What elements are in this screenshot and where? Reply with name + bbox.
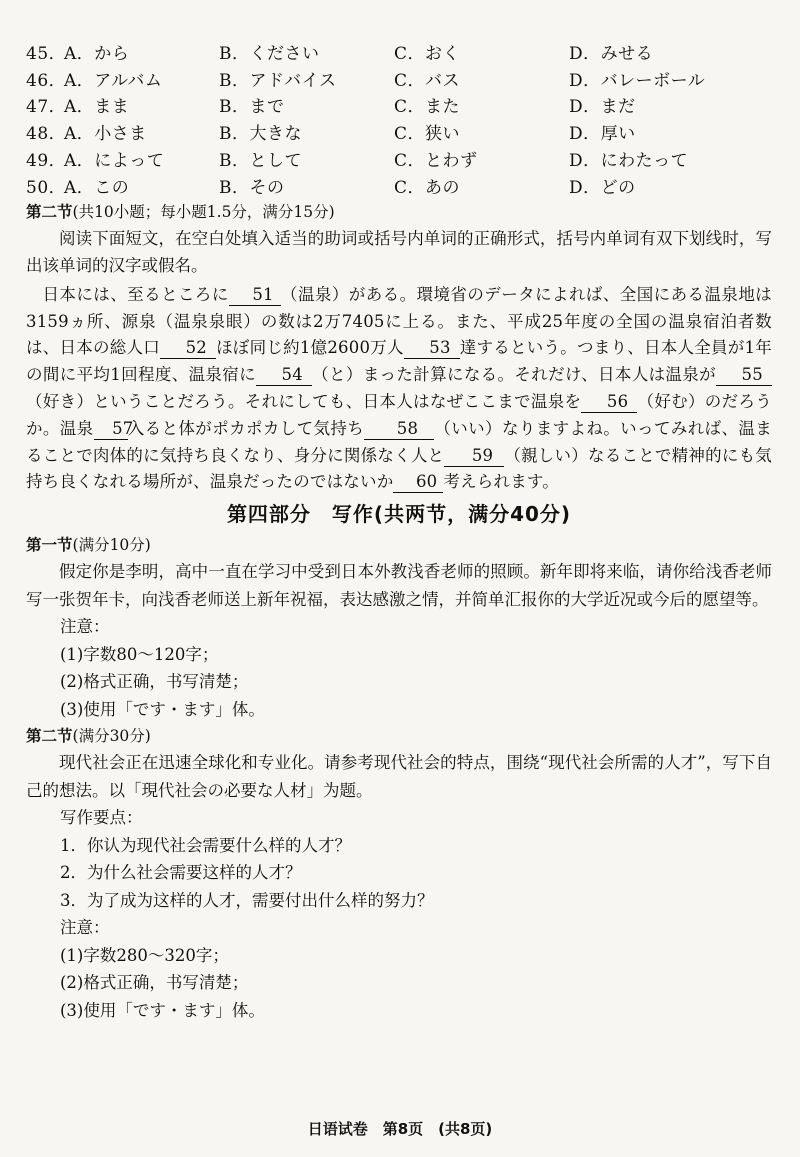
reading-passage (26, 282, 772, 496)
passage-text: 考えられます。 (443, 472, 559, 492)
blank-52: 52 (160, 338, 216, 359)
writing-prompt-2: 现代社会正在迅速全球化和专业化。请参考现代社会的特点，围绕“现代社会所需的人才”，写下自己的想法。以「現代社会の必要な人材」为题。 (26, 753, 772, 800)
blank-58: 58 (364, 419, 434, 440)
option-b: B．大きな (219, 124, 302, 145)
option-c: C．バス (394, 70, 461, 91)
option-b: B．まで (219, 97, 285, 118)
option-row-48 (26, 118, 772, 145)
option-b: B．ください (219, 43, 320, 64)
question-number: 50． (26, 177, 67, 198)
section-subtitle: (共10小题；每小题1.5分，满分15分) (72, 202, 335, 221)
option-b: B．その (219, 177, 285, 198)
passage-text: （と）まった計算になる。それだけ、日本人は温泉が (311, 365, 716, 385)
passage-text: （好む）のだろうか。温泉 (26, 391, 772, 438)
question-number: 48． (26, 124, 67, 145)
blank-53: 53 (404, 338, 460, 359)
note-label: 注意： (60, 617, 110, 637)
passage-text: 日本には、至るところに (42, 284, 229, 304)
section-title (26, 723, 772, 749)
option-c: C．おく (394, 43, 461, 64)
section-title (26, 532, 772, 558)
passage-text: （親しい）なることで精神的にも気持ち良くなれる場所が、温泉だったのではないか (26, 445, 773, 492)
blank-59: 59 (444, 446, 504, 467)
option-a: A．アルバム (64, 70, 163, 91)
option-row-49 (26, 145, 772, 172)
option-c: C．狭い (394, 124, 461, 145)
option-d: D．バレーボール (569, 70, 706, 91)
section-heading: 第二节 (26, 202, 73, 221)
passage-text: （温泉）がある。環境省のデータによれば、全国にある温泉地は3159ヵ所、源泉（温泉泉眼）の数は2万7405に上る。また、平成25年度の全国の温泉宿泊者数は、日本の総人口 (26, 284, 772, 358)
option-d: D．まだ (569, 97, 636, 118)
question-number: 49． (26, 151, 67, 172)
points-label: 写作要点： (60, 808, 143, 828)
option-c: C．あの (394, 177, 461, 198)
blank-54: 54 (256, 365, 312, 386)
option-a: A．から (64, 43, 130, 64)
blank-51: 51 (229, 285, 281, 306)
writing-prompt-1: 假定你是李明，高中一直在学习中受到日本外教浅香老师的照顾。新年即将来临，请你给浅香老师写一张贺年卡，向浅香老师送上新年祝福，表达感激之情，并简单汇报你的大学近况或今后的愿望等。 (26, 562, 772, 609)
question-number: 45． (26, 43, 67, 64)
section-heading: 第一节 (26, 536, 73, 555)
option-a: A．小さま (64, 124, 147, 145)
section-title (26, 199, 772, 225)
option-c: C．また (394, 97, 461, 118)
option-d: D．厚い (569, 124, 636, 145)
option-row-46 (26, 65, 772, 92)
question-number: 47． (26, 97, 67, 118)
section-subtitle: (满分30分) (72, 727, 151, 746)
note-item: (3)使用「です・ます」体。 (60, 1000, 265, 1020)
option-d: D．にわたって (569, 151, 689, 172)
blank-60: 60 (393, 472, 443, 493)
passage-text: 達するという。つまり、日本人全員が1年の間に平均1回程度、温泉宿に (26, 338, 772, 385)
option-c: C．とわず (394, 151, 478, 172)
point-item: 3．为了成为这样的人才，需要付出什么样的努力？ (60, 890, 434, 910)
note-label: 注意： (60, 918, 110, 938)
note-item: (1)字数80～120字； (60, 644, 219, 664)
option-row-47 (26, 92, 772, 119)
option-d: D．どの (569, 177, 636, 198)
passage-text: ほぼ同じ約1億2600万人 (216, 338, 404, 358)
part-title: 第四部分 写作(共两节，满分40分) (226, 502, 572, 527)
option-a: A．この (64, 177, 130, 198)
option-d: D．みせる (569, 43, 654, 64)
blank-56: 56 (581, 392, 637, 413)
section-heading: 第二节 (26, 727, 73, 746)
option-a: A．によって (64, 151, 165, 172)
option-b: B．アドバイス (219, 70, 337, 91)
instruction-text: 阅读下面短文，在空白处填入适当的助词或括号内单词的正确形式，括号内单词有双下划线时，写出该单词的汉字或假名。 (26, 228, 772, 276)
note-item: (2)格式正确，书写清楚； (60, 672, 249, 692)
passage-text: （いい）なりますよね。いってみれば、温まることで肉体的に気持ち良くなり、身分に関係なく人と (26, 418, 772, 465)
option-row-50 (26, 172, 772, 199)
option-list (26, 38, 772, 199)
note-item: (2)格式正确，书写清楚； (60, 973, 249, 993)
blank-55: 55 (716, 365, 772, 386)
question-number: 46． (26, 70, 67, 91)
point-item: 1．你认为现代社会需要什么样的人才？ (60, 835, 351, 855)
blank-57: 57 (94, 419, 128, 440)
note-item: (3)使用「です・ます」体。 (60, 699, 265, 719)
option-a: A．まま (64, 97, 130, 118)
note-item: (1)字数280～320字； (60, 945, 229, 965)
section-subtitle: (满分10分) (72, 536, 151, 555)
point-item: 2．为什么社会需要这样的人才？ (60, 863, 302, 883)
option-row-45 (26, 38, 772, 65)
page-footer: 日语试卷 第8页 (共8页) (307, 1120, 493, 1138)
passage-text: （好き）ということだろう。それにしても、日本人はなぜここまで温泉を (26, 391, 582, 411)
passage-text: 入ると体がポカポカして気持ち (127, 418, 365, 438)
option-b: B．として (219, 151, 302, 172)
